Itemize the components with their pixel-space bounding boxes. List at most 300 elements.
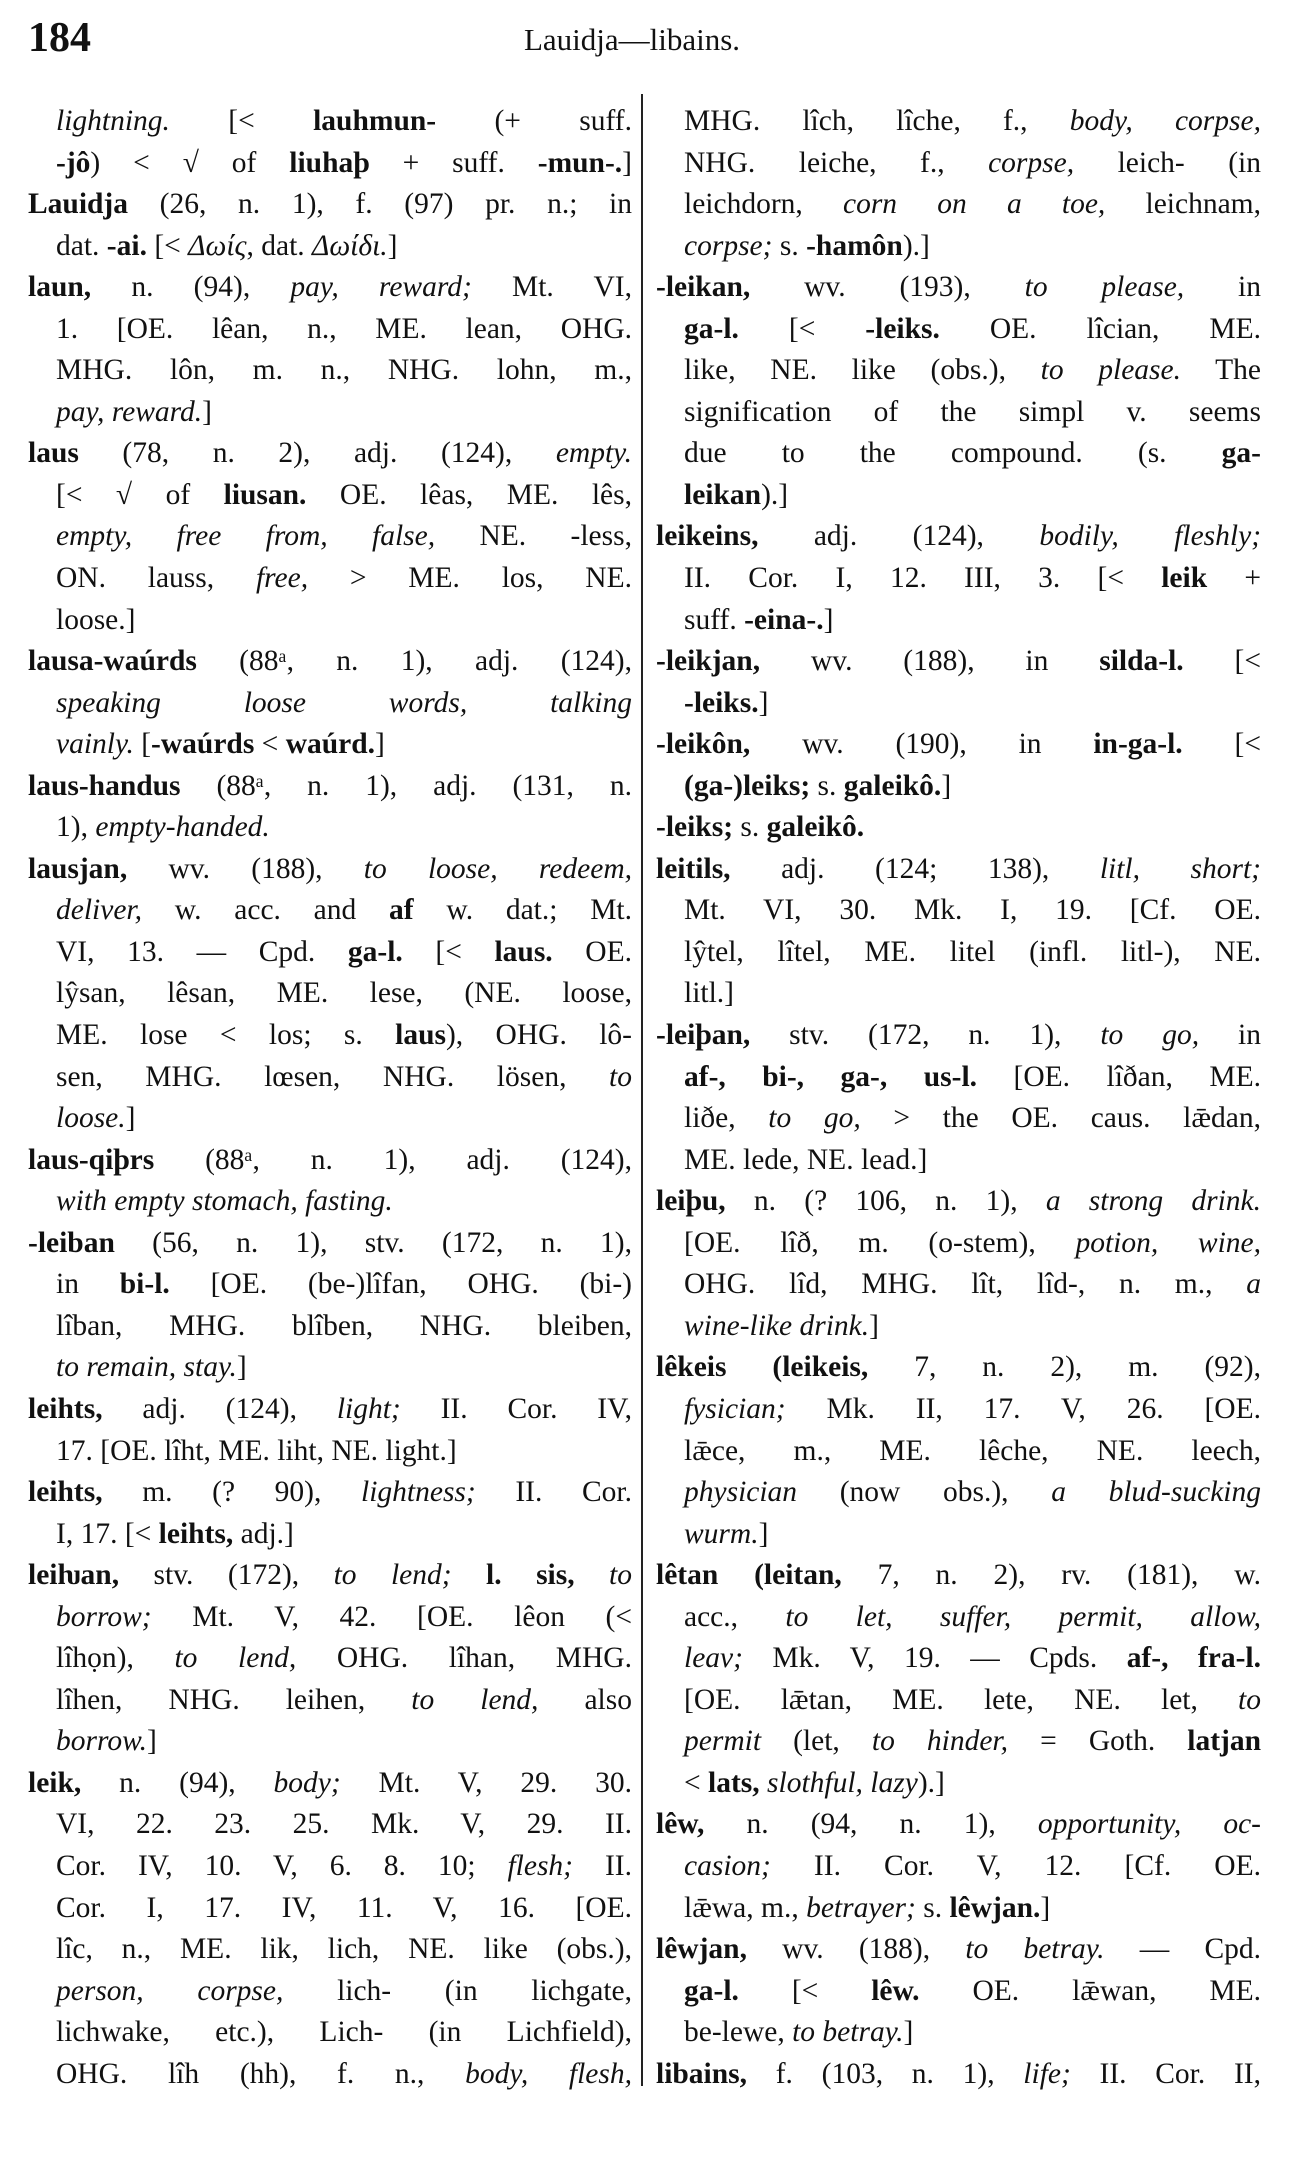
text: (let,: [761, 1725, 872, 1758]
text: ).]: [761, 478, 789, 511]
entry-line: [656, 1140, 1261, 1182]
italic-text: with empty stomach, fasting.: [56, 1185, 393, 1218]
dictionary-entry: [28, 766, 632, 849]
headword: leihts,: [28, 1476, 103, 1509]
headword: lêkeis (leikeis,: [656, 1351, 869, 1384]
text: stv. (172, n. 1),: [750, 1019, 1101, 1052]
entry-line: [656, 143, 1261, 185]
entry-line: [656, 1721, 1261, 1763]
dictionary-entry: [656, 1555, 1261, 1804]
italic-text: pay, reward.: [56, 395, 203, 428]
text: MHG. lîch, lîche, f.,: [684, 105, 1070, 137]
bold-text: af: [389, 894, 414, 927]
text: NHG. leiche, f.,: [684, 146, 989, 179]
bold-text: leihts,: [158, 1517, 234, 1550]
headword: -leiban: [28, 1226, 115, 1259]
italic-text: borrow.: [56, 1725, 147, 1758]
dictionary-entry: [656, 1347, 1261, 1555]
italic-text: to lend,: [411, 1683, 539, 1716]
bold-text: silda-l.: [1099, 645, 1184, 678]
text: II. Cor. V, 12. [Cf. OE.: [770, 1849, 1261, 1882]
entry-line: [28, 143, 632, 185]
headword: -leiks;: [656, 811, 734, 844]
entry-line: [28, 1804, 632, 1846]
headword: lêwjan,: [656, 1933, 747, 1966]
entry-line: [656, 184, 1261, 226]
bold-text: ga-l.: [347, 935, 403, 968]
entry-line: [656, 2054, 1261, 2096]
headword: laus-handus: [28, 769, 181, 802]
dictionary-entry: [656, 1929, 1261, 2054]
text: adj.]: [233, 1517, 294, 1550]
text: leichdorn,: [684, 188, 843, 221]
bold-text: -eina-.: [744, 603, 824, 636]
page-number: 184: [28, 15, 91, 61]
entry-line: [28, 1888, 632, 1930]
text: ) < √ of: [90, 146, 290, 179]
text: II. Cor.: [475, 1476, 632, 1509]
italic-text: to lend,: [174, 1642, 297, 1675]
entry-line: [28, 516, 632, 558]
italic-text: lightning.: [56, 105, 170, 137]
dictionary-entry: [28, 1555, 632, 1763]
entry-line: [656, 101, 1261, 143]
text: [: [133, 728, 152, 761]
entry-line: [28, 1680, 632, 1722]
italic-text: to loose, redeem,: [363, 852, 632, 885]
entry-line: [28, 1638, 632, 1680]
text: stv. (172),: [119, 1559, 334, 1592]
text: (26, n. 1), f. (97) pr. n.; in: [128, 188, 632, 221]
text: [<: [1182, 728, 1261, 761]
text: Mt. V, 29. 30.: [340, 1766, 632, 1799]
bold-text: -mun-.: [537, 146, 623, 179]
entry-line: [28, 267, 632, 309]
entry-continuation: [656, 101, 1261, 267]
entry-line: [656, 641, 1261, 683]
text: <: [684, 1766, 709, 1799]
text: I, 17. [<: [56, 1517, 159, 1550]
entry-line: [656, 724, 1261, 766]
text: signification of the simpl v. seems: [684, 395, 1261, 428]
italic-text: potion, wine,: [1075, 1226, 1261, 1259]
text: ]: [622, 146, 632, 179]
headword: leikeins,: [656, 520, 759, 553]
headword: -leikôn,: [656, 728, 751, 761]
italic-text: borrow;: [56, 1600, 152, 1633]
text: w. acc. and: [142, 894, 390, 927]
text: II.: [573, 1849, 632, 1882]
text: lǣwa, m.,: [684, 1891, 807, 1924]
entry-line: [656, 1929, 1261, 1971]
entry-line: [656, 807, 1261, 849]
entry-line: [656, 1514, 1261, 1556]
bold-text: leik: [1161, 562, 1208, 595]
text: VI, 22. 23. 25. Mk. V, 29. II.: [56, 1808, 632, 1841]
bold-text: liusan.: [223, 478, 307, 511]
dictionary-entry: [28, 1763, 632, 2095]
headword: leik,: [28, 1766, 82, 1799]
text: ]: [758, 686, 769, 719]
entry-line: [656, 516, 1261, 558]
entry-line: [656, 1971, 1261, 2013]
italic-text: empty, free from, false,: [56, 520, 436, 553]
text: lichwake, etc.), Lich- (in Lichfield),: [56, 2016, 632, 2049]
text: wv. (193),: [750, 271, 1025, 304]
entry-line: [656, 392, 1261, 434]
entry-line: [656, 1015, 1261, 1057]
italic-text: flesh;: [507, 1849, 574, 1882]
entry-line: [28, 2012, 632, 2054]
bold-text: af-, bi-, ga-, us-l.: [684, 1060, 978, 1093]
text: Mt. VI,: [471, 271, 632, 304]
text: liðe,: [684, 1102, 769, 1135]
headword: lausjan,: [28, 852, 128, 885]
italic-text: to go,: [1100, 1019, 1200, 1052]
italic-text: fysician;: [684, 1392, 786, 1425]
text: loose.]: [56, 603, 136, 636]
text: 7, n. 2), rv. (181), w.: [841, 1559, 1261, 1592]
text: OHG. lîd, MHG. lît, lîd-, n. m.,: [684, 1268, 1247, 1301]
text: ]: [202, 395, 212, 428]
entry-line: [28, 558, 632, 600]
bold-text: -leiks.: [684, 686, 759, 719]
text: MHG. lôn, m. n., NHG. lohn, m.,: [56, 354, 632, 387]
entry-line: [28, 1347, 632, 1389]
entry-line: [28, 1306, 632, 1348]
text: (88ᵃ, n. 1), adj. (124),: [154, 1143, 632, 1176]
italic-text: a blud-sucking: [1051, 1476, 1261, 1509]
italic-text: to remain, stay.: [56, 1351, 237, 1384]
text: lîc, n., ME. lik, lich, NE. like (obs.),: [56, 1933, 632, 1966]
bold-text: in-ga-l.: [1093, 728, 1183, 761]
entry-line: [656, 1597, 1261, 1639]
italic-text: pay, reward;: [290, 271, 472, 304]
bold-text: galeikô.: [766, 811, 865, 844]
entry-line: [656, 558, 1261, 600]
text: n. (94),: [91, 271, 291, 304]
text: OHG. lîh (hh), f. n.,: [56, 2057, 466, 2090]
entry-line: [28, 350, 632, 392]
italic-text: lightness;: [361, 1476, 476, 1509]
entry-line: [656, 309, 1261, 351]
dictionary-entry: [28, 433, 632, 641]
bold-text: liuhaþ: [289, 146, 370, 179]
headword: leiƕan,: [28, 1559, 120, 1592]
text: Mt. VI, 30. Mk. I, 19. [Cf. OE.: [684, 894, 1261, 927]
text: (78, n. 2), adj. (124),: [78, 437, 556, 470]
text: lich- (in lichgate,: [283, 1974, 633, 2007]
italic-text: to: [609, 1060, 632, 1093]
text: in: [1199, 1019, 1261, 1052]
bold-text: lêw.: [871, 1974, 920, 2007]
text: n. (94),: [81, 1766, 274, 1799]
bold-text: laus.: [494, 935, 553, 968]
italic-text: body, corpse,: [1069, 105, 1261, 137]
italic-text: empty-handed.: [95, 811, 270, 844]
text: wv. (188),: [746, 1933, 966, 1966]
text: n. (94, n. 1),: [704, 1808, 1038, 1841]
text: ]: [1040, 1891, 1051, 1924]
headword: lêw,: [656, 1808, 705, 1841]
text: [<: [146, 229, 189, 262]
italic-text: physician: [684, 1476, 798, 1509]
italic-text: a: [1246, 1268, 1261, 1301]
italic-text: casion;: [684, 1849, 771, 1882]
text: ), OHG. lô-: [445, 1019, 632, 1052]
entry-line: [28, 724, 632, 766]
entry-line: [656, 1098, 1261, 1140]
text: 1. [OE. lêan, n., ME. lean, OHG.: [56, 312, 632, 345]
italic-text: permit: [684, 1725, 762, 1758]
entry-line: [656, 600, 1261, 642]
bold-text: lats,: [708, 1766, 760, 1799]
text: OE. lêas, ME. lês,: [306, 478, 632, 511]
entry-line: [656, 1555, 1261, 1597]
italic-text: to let, suffer, permit, allow,: [785, 1600, 1261, 1633]
text: ME. lose < los; s.: [56, 1019, 396, 1052]
entry-line: [656, 1057, 1261, 1099]
italic-text: life;: [1023, 2057, 1071, 2090]
dictionary-entry: [656, 807, 1261, 849]
headword: laus: [28, 437, 79, 470]
right-column: [656, 101, 1261, 2095]
italic-text: deliver,: [56, 894, 143, 927]
italic-text: free,: [255, 562, 309, 595]
italic-text: body;: [273, 1766, 341, 1799]
entry-line: [28, 890, 632, 932]
entry-line: [28, 807, 632, 849]
entry-line: [656, 1389, 1261, 1431]
italic-text: slothful, lazy: [759, 1766, 918, 1799]
headword: laun,: [28, 271, 92, 304]
text: , dat.: [246, 229, 313, 262]
text: ]: [125, 1102, 136, 1135]
entry-line: [656, 475, 1261, 517]
text: leich- (in: [1074, 146, 1261, 179]
text: be-lewe,: [684, 2016, 793, 2049]
entry-line: [656, 1223, 1261, 1265]
entry-line: [28, 475, 632, 517]
text: [OE. lǣtan, ME. lete, NE. let,: [684, 1683, 1239, 1716]
dictionary-entry: [656, 849, 1261, 1015]
text: in: [56, 1268, 120, 1301]
entry-line: [28, 1223, 632, 1265]
text: s.: [810, 769, 844, 802]
bold-text: (ga-)leiks;: [684, 769, 811, 802]
entry-line: [28, 1763, 632, 1805]
column-divider: [641, 94, 643, 2086]
text: acc.,: [684, 1600, 786, 1633]
entry-line: [28, 1389, 632, 1431]
bold-text: lauhmun-: [313, 105, 437, 137]
headword: lêtan (leitan,: [656, 1559, 842, 1592]
entry-line: [28, 101, 632, 143]
italic-text: litl, short;: [1099, 852, 1261, 885]
text: ).]: [917, 1766, 945, 1799]
text: w. dat.; Mt.: [413, 894, 632, 927]
dictionary-entry: [656, 1804, 1261, 1929]
entry-line: [656, 1763, 1261, 1805]
left-column: [28, 101, 632, 2095]
entry-line: [28, 1140, 632, 1182]
entry-line: [28, 1098, 632, 1140]
text: ]: [146, 1725, 157, 1758]
entry-line: [656, 683, 1261, 725]
text: lŷtel, lîtel, ME. litel (infl. litl-), NE.: [684, 935, 1261, 968]
headword: leitils,: [656, 852, 731, 885]
text: m. (? 90),: [102, 1476, 362, 1509]
italic-text: opportunity, oc-: [1037, 1808, 1262, 1841]
headword: -leikan,: [656, 271, 751, 304]
text: Cor. I, 17. IV, 11. V, 16. [OE.: [56, 1891, 632, 1924]
text: dat.: [56, 229, 107, 262]
text: +: [1207, 562, 1262, 595]
text: ).]: [902, 229, 930, 262]
entry-line: [656, 1181, 1261, 1223]
text: wv. (190), in: [750, 728, 1094, 761]
entry-line: [656, 267, 1261, 309]
text: ME. lede, NE. lead.]: [684, 1143, 928, 1176]
entry-line: [28, 1057, 632, 1099]
entry-line: [656, 1804, 1261, 1846]
text: Cor. IV, 10. V, 6. 8. 10;: [56, 1849, 508, 1882]
bold-text: ga-: [1221, 437, 1261, 470]
text: (88ᵃ, n. 1), adj. (131, n.: [180, 769, 632, 802]
text: > the OE. caus. lǣdan,: [860, 1102, 1261, 1135]
entry-line: [28, 1597, 632, 1639]
text: NE. -less,: [435, 520, 632, 553]
text: ON. lauss,: [56, 562, 256, 595]
bold-text: latjan: [1187, 1725, 1262, 1758]
headword: lausa-waúrds: [28, 645, 197, 678]
text: s.: [733, 811, 767, 844]
bold-text: ga-l.: [684, 1974, 739, 2007]
entry-line: [28, 184, 632, 226]
italic-text: light;: [336, 1392, 401, 1425]
text: [<: [738, 312, 866, 345]
italic-text: to: [574, 1559, 632, 1592]
entry-line: [656, 890, 1261, 932]
dictionary-entry: [656, 1181, 1261, 1347]
entry-line: [656, 2012, 1261, 2054]
text: ]: [375, 728, 385, 761]
dictionary-entry: [28, 267, 632, 433]
italic-text: to lend;: [333, 1559, 452, 1592]
entry-line: [656, 973, 1261, 1015]
text: lîhọn),: [56, 1642, 175, 1675]
text: lŷsan, lêsan, ME. lese, (NE. loose,: [56, 977, 632, 1010]
text: adj. (124; 138),: [730, 852, 1100, 885]
entry-line: [28, 1264, 632, 1306]
italic-text: to betray.: [792, 2016, 904, 2049]
text: Mk. II, 17. V, 26. [OE.: [785, 1392, 1261, 1425]
italic-text: corpse;: [684, 229, 773, 262]
dictionary-entry: [656, 267, 1261, 516]
text: [<: [402, 935, 495, 968]
text: ]: [758, 1517, 769, 1550]
bold-text: lêwjan.: [949, 1891, 1041, 1924]
entry-line: [656, 1264, 1261, 1306]
entry-line: [656, 226, 1261, 268]
italic-text: body, flesh,: [465, 2057, 632, 2090]
text: lǣce, m., ME. lêche, NE. leech,: [684, 1434, 1261, 1467]
entry-line: [656, 1888, 1261, 1930]
text: ]: [941, 769, 952, 802]
entry-line: [28, 1181, 632, 1223]
italic-text: to betray.: [965, 1933, 1105, 1966]
italic-text: wine-like drink.: [684, 1309, 870, 1342]
entry-line: [28, 683, 632, 725]
italic-text: wurm.: [684, 1517, 759, 1550]
dictionary-entry: [28, 1389, 632, 1472]
italic-text: to go,: [768, 1102, 861, 1135]
dictionary-entry: [28, 1223, 632, 1389]
text: n. (? 106, n. 1),: [725, 1185, 1046, 1218]
entry-line: [28, 1555, 632, 1597]
text: The: [1180, 354, 1261, 387]
text: <: [254, 728, 286, 761]
entry-line: [28, 309, 632, 351]
italic-text: empty.: [555, 437, 632, 470]
entry-line: [28, 226, 632, 268]
entry-line: [656, 849, 1261, 891]
text: lîhen, NHG. leihen,: [56, 1683, 412, 1716]
entry-line: [656, 1846, 1261, 1888]
text: sen, MHG. lœsen, NHG. lösen,: [56, 1060, 610, 1093]
bold-text: -jô: [56, 146, 91, 179]
bold-text: galeikô.: [843, 769, 942, 802]
text: 7, n. 2), m. (92),: [868, 1351, 1261, 1384]
text: [OE. lîð, m. (o-stem),: [684, 1226, 1076, 1259]
entry-line: [28, 932, 632, 974]
bold-text: laus: [395, 1019, 446, 1052]
italic-text: leav;: [684, 1642, 743, 1675]
text: 1),: [56, 811, 96, 844]
text: like, NE. like (obs.),: [684, 354, 1041, 387]
dictionary-entry: [28, 641, 632, 766]
bold-text: af-, fra-l.: [1126, 1642, 1261, 1675]
bold-text: -waúrds: [151, 728, 255, 761]
entry-line: [28, 849, 632, 891]
bold-text: l. sis,: [451, 1559, 575, 1592]
entry-line: [28, 766, 632, 808]
italic-text: person, corpse,: [56, 1974, 284, 2007]
dictionary-entry: [656, 516, 1261, 641]
text: ]: [823, 603, 834, 636]
entry-line: [28, 973, 632, 1015]
text: OHG. lîhan, MHG.: [296, 1642, 632, 1675]
text: [<: [738, 1974, 872, 2007]
text: wv. (188), in: [760, 645, 1100, 678]
running-head: Lauidja—libains.: [523, 22, 741, 57]
entry-continuation: [28, 101, 632, 184]
italic-text: Δωίς: [188, 229, 247, 262]
entry-line: [656, 433, 1261, 475]
headword: Lauidja: [28, 188, 129, 221]
bold-text: leikan: [684, 478, 762, 511]
text: (now obs.),: [797, 1476, 1052, 1509]
entry-line: [28, 433, 632, 475]
text: [< √ of: [56, 478, 224, 511]
bold-text: -leiks.: [865, 312, 940, 345]
text: ]: [869, 1309, 879, 1342]
text: OE. lîcian, ME.: [939, 312, 1261, 345]
text: s.: [772, 229, 807, 262]
text: [OE. lîðan, ME.: [977, 1060, 1261, 1093]
dictionary-entry: [28, 849, 632, 1140]
text: VI, 13. — Cpd.: [56, 935, 348, 968]
